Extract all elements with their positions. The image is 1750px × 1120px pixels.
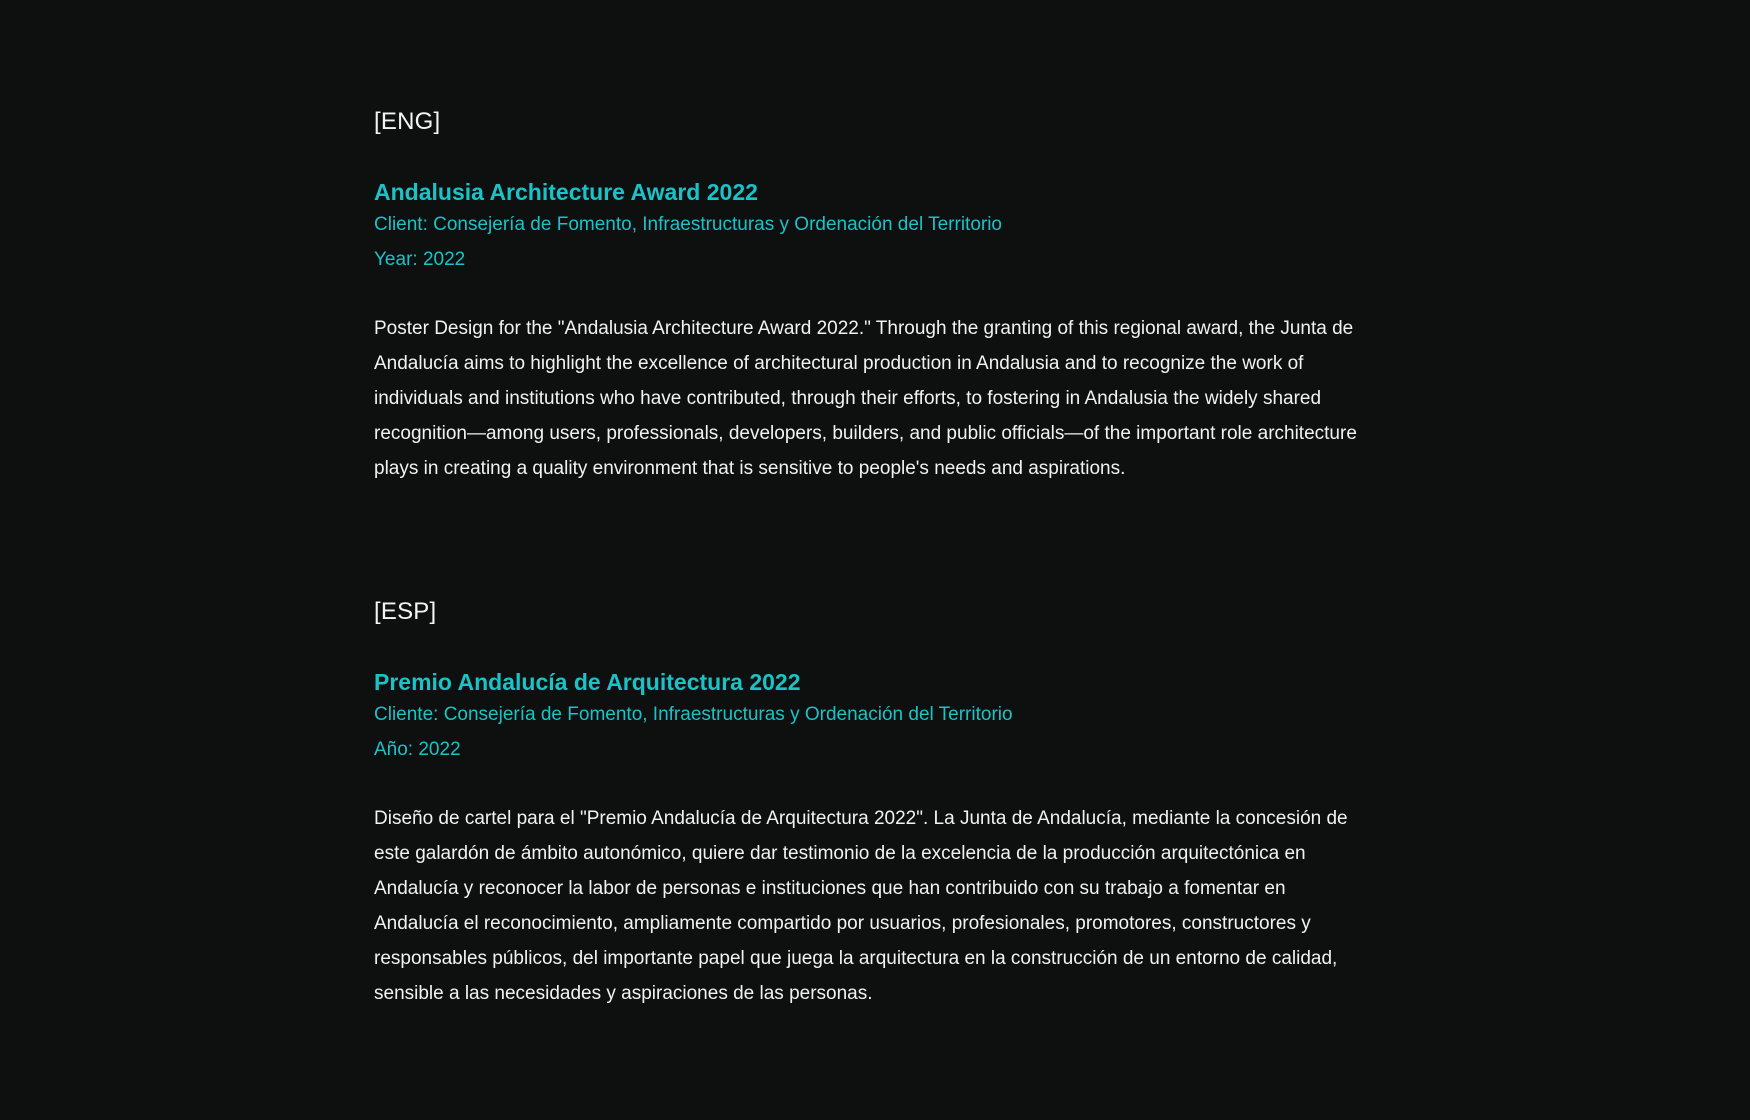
project-title-eng: Andalusia Architecture Award 2022 — [374, 179, 758, 205]
description-eng: Poster Design for the "Andalusia Architecture Award 2022." Through the granting of this regional award, the Junta de Andalucía aims to highlight the excellence of architectural production in Andalusia and to recognize the work of individuals and institutions who have contributed, through their efforts, to fostering in Andalusia the widely shared recognition—among users, professionals, developers, builders, and public officials—of the important role architecture plays in creating a quality environment that is sensitive to people's needs and aspirations. — [374, 318, 1357, 479]
client-line-eng: Client: Consejería de Fomento, Infraestructuras y Ordenación del Territorio — [374, 214, 1003, 235]
year-line-eng: Year: 2022 — [374, 249, 466, 270]
language-tag-eng: [ENG] — [374, 108, 441, 135]
client-line-esp: Cliente: Consejería de Fomento, Infraestructuras y Ordenación del Territorio — [374, 704, 1013, 725]
description-esp: Diseño de cartel para el "Premio Andalucía de Arquitectura 2022". La Junta de Andalucía, mediante la concesión de este galardón de ámbito autonómico, quiere dar testimonio de la excelencia de la producción arquitectónica en Andalucía y reconocer la labor de personas e instituciones que han contribuido con su trabajo a fomentar en Andalucía el reconocimiento, ampliamente compartido por usuarios, profesionales, promotores, constructores y responsables públicos, del importante papel que juega la arquitectura en la construcción de un entorno de calidad, sensible a las necesidades y aspiraciones de las personas. — [374, 808, 1348, 1004]
language-tag-esp: [ESP] — [374, 598, 437, 625]
year-line-esp: Año: 2022 — [374, 739, 461, 760]
project-title-esp: Premio Andalucía de Arquitectura 2022 — [374, 669, 801, 695]
section-spanish — [374, 597, 1374, 1011]
section-english — [374, 107, 1374, 486]
